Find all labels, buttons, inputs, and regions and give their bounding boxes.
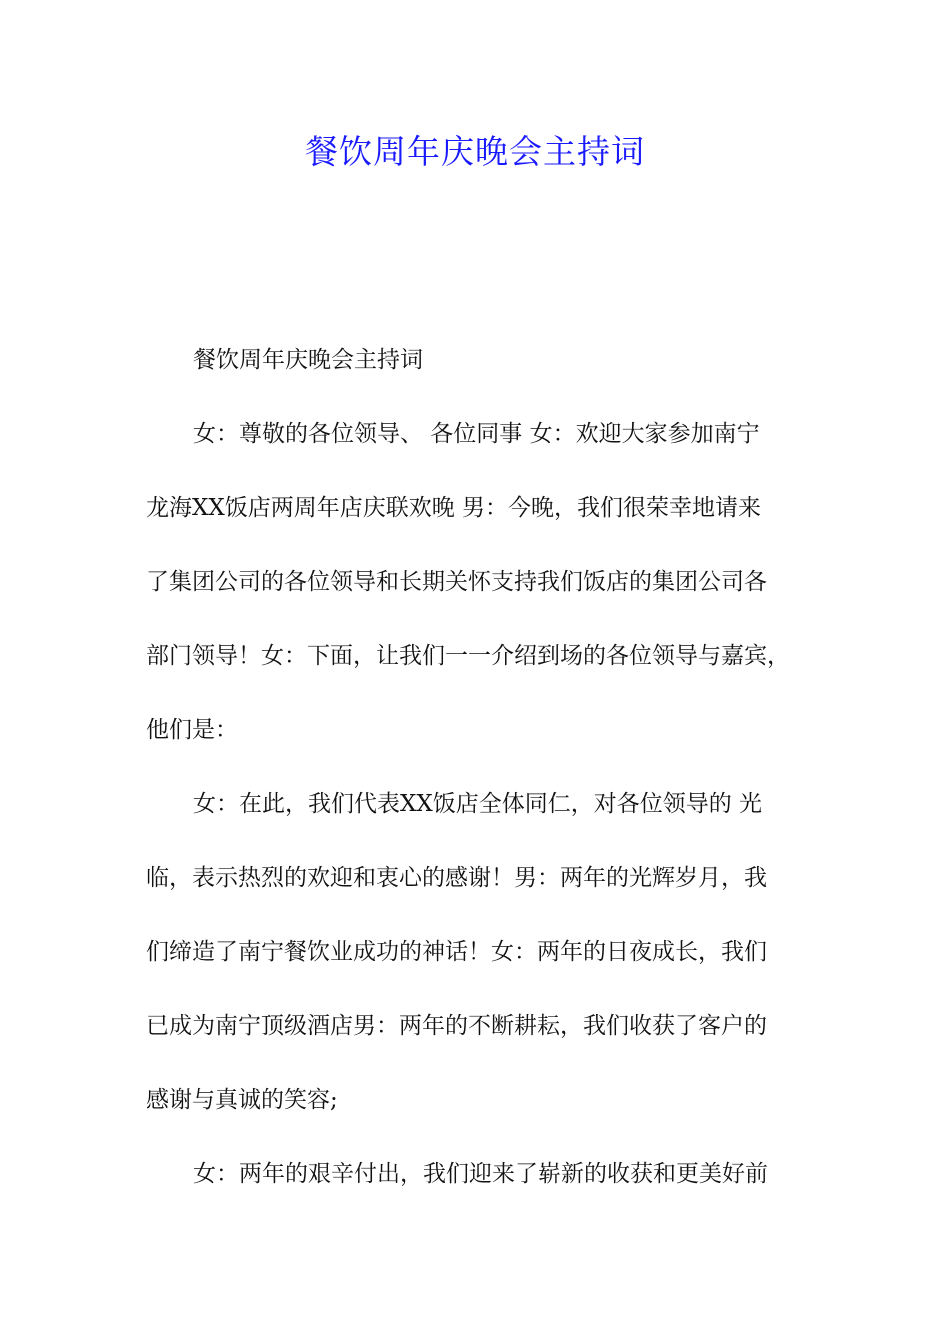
page-title: 餐饮周年庆晚会主持词 <box>305 132 645 171</box>
paragraph-line: 感谢与真诚的笑容; <box>146 1087 338 1113</box>
paragraph-line: 们缔造了南宁餐饮业成功的神话！女：两年的日夜成长，我们 <box>146 939 767 965</box>
paragraph-line: 女：尊敬的各位领导、 各位同事 女：欢迎大家参加南宁 <box>193 421 760 447</box>
paragraph-line: 部门领导！女：下面，让我们一一介绍到场的各位领导与嘉宾， <box>146 643 790 669</box>
paragraph-line: 临，表示热烈的欢迎和衷心的感谢！男：两年的光辉岁月，我 <box>146 865 767 891</box>
paragraph-line: 龙海XX饭店两周年店庆联欢晚 男：今晚，我们很荣幸地请来 <box>146 495 762 521</box>
paragraph-line: 餐饮周年庆晚会主持词 <box>193 347 423 373</box>
paragraph-line: 女：在此，我们代表XX饭店全体同仁，对各位领导的 光 <box>193 791 763 817</box>
paragraph-line: 女：两年的艰辛付出，我们迎来了崭新的收获和更美好前 <box>193 1161 768 1187</box>
document-body <box>146 335 806 1223</box>
paragraph-line: 已成为南宁顶级酒店男：两年的不断耕耘，我们收获了客户的 <box>146 1013 767 1039</box>
paragraph-line: 他们是： <box>146 717 238 743</box>
paragraph-line: 了集团公司的各位领导和长期关怀支持我们饭店的集团公司各 <box>146 569 767 595</box>
